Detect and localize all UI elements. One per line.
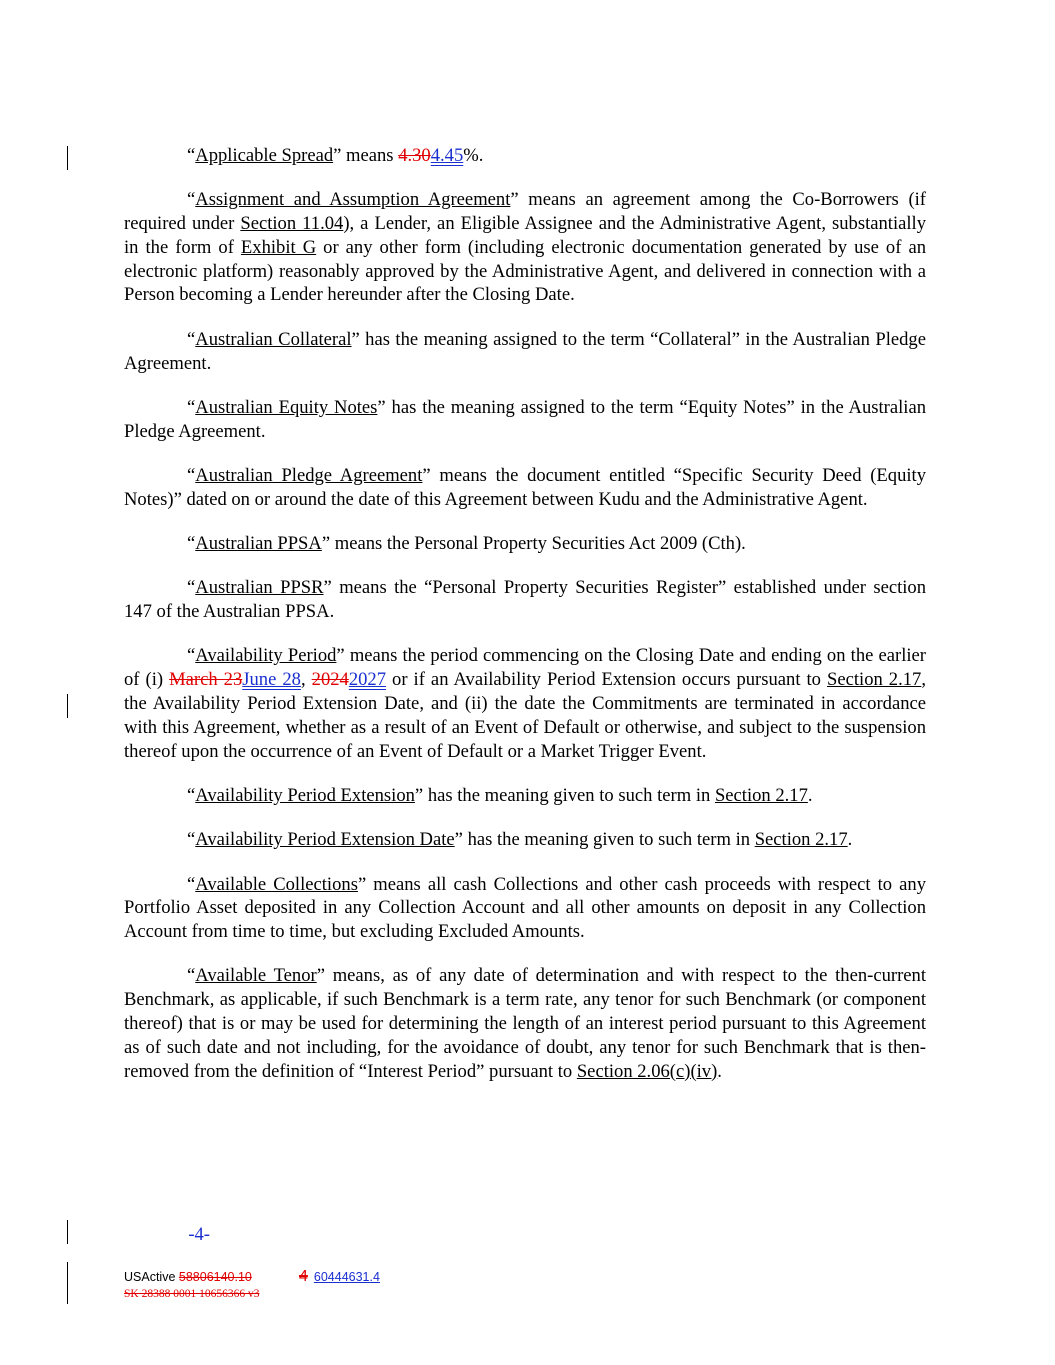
deleted-text: March 23	[169, 669, 243, 691]
definition-australian-collateral	[124, 328, 926, 376]
definition-availability-period	[124, 644, 926, 763]
text: ” means the period commencing on the Closing Date and ending on the earlier of (i)	[124, 645, 926, 691]
text: ” has the meaning assigned to the term “Equity Notes” in the Australian Pledge Agreement.	[124, 396, 926, 442]
definition-availability-period-extension	[124, 784, 926, 808]
open-quote: “	[187, 873, 196, 895]
text: ” has the meaning given to such term in	[414, 784, 715, 806]
text: ” means an agreement among the Co-Borrowers (if required under	[124, 189, 926, 235]
cross-reference: Section 2.17	[754, 829, 848, 851]
change-bar	[67, 1220, 68, 1244]
defined-term: Assignment and Assumption Agreement	[195, 189, 511, 211]
defined-term: Australian Collateral	[195, 328, 352, 350]
footer-sk-line: SK 28388 0001 10656366 v3	[124, 1288, 260, 1300]
defined-term: Australian PPSR	[195, 577, 324, 599]
definition-availability-period-extension-date	[124, 828, 926, 852]
inserted-doc-id: 60444631.4	[313, 1270, 380, 1284]
cross-reference: Section 2.17	[714, 784, 808, 806]
definition-available-collections	[124, 873, 926, 944]
text: , the Availability Period Extension Date, and (ii) the date the Commitments are terminated in accordance with this Agreement, whether as a result of an Event of Default or otherwise, and subject to the suspension thereof upon the occurrence of an Event of Default or a Market Trigger Event.	[124, 669, 927, 762]
open-quote: “	[187, 328, 196, 350]
open-quote: “	[187, 189, 196, 211]
defined-term: Availability Period Extension Date	[195, 829, 455, 851]
open-quote: “	[187, 965, 196, 987]
text: .	[847, 829, 853, 851]
change-bar	[67, 694, 68, 718]
text: ” has the meaning given to such term in	[454, 829, 755, 851]
open-quote: “	[187, 829, 196, 851]
defined-term: Australian PPSA	[195, 533, 322, 555]
definition-australian-pledge-agreement	[124, 464, 926, 512]
deleted-text: 4.30	[398, 145, 431, 166]
footer-label: USActive	[124, 1270, 179, 1284]
text: %.	[463, 145, 484, 166]
cross-reference: Section 2.17	[827, 669, 922, 691]
definition-available-tenor	[124, 964, 926, 1083]
footer-doc-id	[124, 1268, 380, 1286]
defined-term: Australian Pledge Agreement	[195, 464, 423, 486]
text: ” means the Personal Property Securities Act 2009 (Cth).	[321, 533, 746, 555]
deleted-text: 2024	[311, 669, 349, 691]
deleted-page-number	[252, 1268, 308, 1286]
text: ,	[300, 669, 312, 691]
document-body	[124, 144, 926, 1104]
defined-term: Available Collections	[195, 873, 358, 895]
change-bar	[67, 146, 68, 170]
text: ” means the document entitled “Specific Security Deed (Equity Notes)” dated on or around the date of this Agreement between Kudu and the Administrative Agent.	[124, 464, 926, 510]
open-quote: “	[187, 645, 196, 667]
page-number-text: -4-	[188, 1224, 210, 1245]
cross-reference: Exhibit G	[240, 236, 317, 258]
text: ” means, as of any date of determination and with respect to the then-current Benchmark, as applicable, if such Benchmark is a term rate, any tenor for such Benchmark (or component thereof) that is or may be used for determining the length of an interest period pursuant to this Agreement as of such date and not including, for the avoidance of doubt, any tenor for such Benchmark that is then-removed from the definition of “Interest Period” pursuant to	[124, 965, 926, 1082]
cross-reference: Section 2.06(c)(iv)	[576, 1060, 718, 1082]
definition-australian-ppsa	[124, 532, 926, 556]
open-quote: “	[187, 577, 196, 599]
open-quote: “	[187, 533, 196, 555]
page-number	[124, 1224, 210, 1246]
cross-reference: Section 11.04	[240, 213, 344, 235]
definition-applicable-spread	[124, 144, 926, 168]
inserted-text: 2027	[348, 669, 387, 691]
definition-australian-ppsr	[124, 576, 926, 624]
text: .	[717, 1060, 722, 1082]
defined-term: Australian Equity Notes	[195, 396, 378, 418]
text: ” has the meaning assigned to the term “Collateral” in the Australian Pledge Agreement.	[124, 328, 926, 374]
text: or any other form (including electronic documentation generated by use of an electronic platform) reasonably approved by the Administrative Agent, and delivered in connection with a Person becoming a Lender hereunder after the Closing Date.	[124, 236, 926, 306]
defined-term: Applicable Spread	[195, 145, 334, 166]
open-quote: “	[187, 396, 196, 418]
text: ” means	[333, 145, 399, 166]
definition-assignment-and-assumption-agreement	[124, 188, 926, 307]
inserted-text: June 28	[242, 669, 301, 691]
deleted-doc-id: 58806140.10	[178, 1270, 252, 1284]
text: ” means all cash Collections and other cash proceeds with respect to any Portfolio Asset deposited in any Collection Account and all other amounts on deposit in any Collection Account from time to time, but excluding Excluded Amounts.	[124, 873, 926, 943]
definition-australian-equity-notes	[124, 396, 926, 444]
inserted-text: 4.45	[430, 145, 464, 166]
open-quote: “	[187, 784, 196, 806]
text: ” means the “Personal Property Securities Register” established under section 147 of the Australian PPSA.	[124, 577, 926, 623]
text: .	[807, 784, 813, 806]
text: or if an Availability Period Extension occurs pursuant to	[386, 669, 828, 691]
open-quote: “	[187, 464, 196, 486]
text: ), a Lender, an Eligible Assignee and the Administrative Agent, substantially in the form of	[124, 213, 926, 258]
defined-term: Availability Period	[195, 645, 337, 667]
deleted-page-number-text: 4	[298, 1268, 308, 1285]
defined-term: Available Tenor	[195, 965, 317, 987]
change-bar	[67, 1262, 68, 1304]
defined-term: Availability Period Extension	[195, 784, 415, 806]
open-quote: “	[187, 145, 196, 166]
